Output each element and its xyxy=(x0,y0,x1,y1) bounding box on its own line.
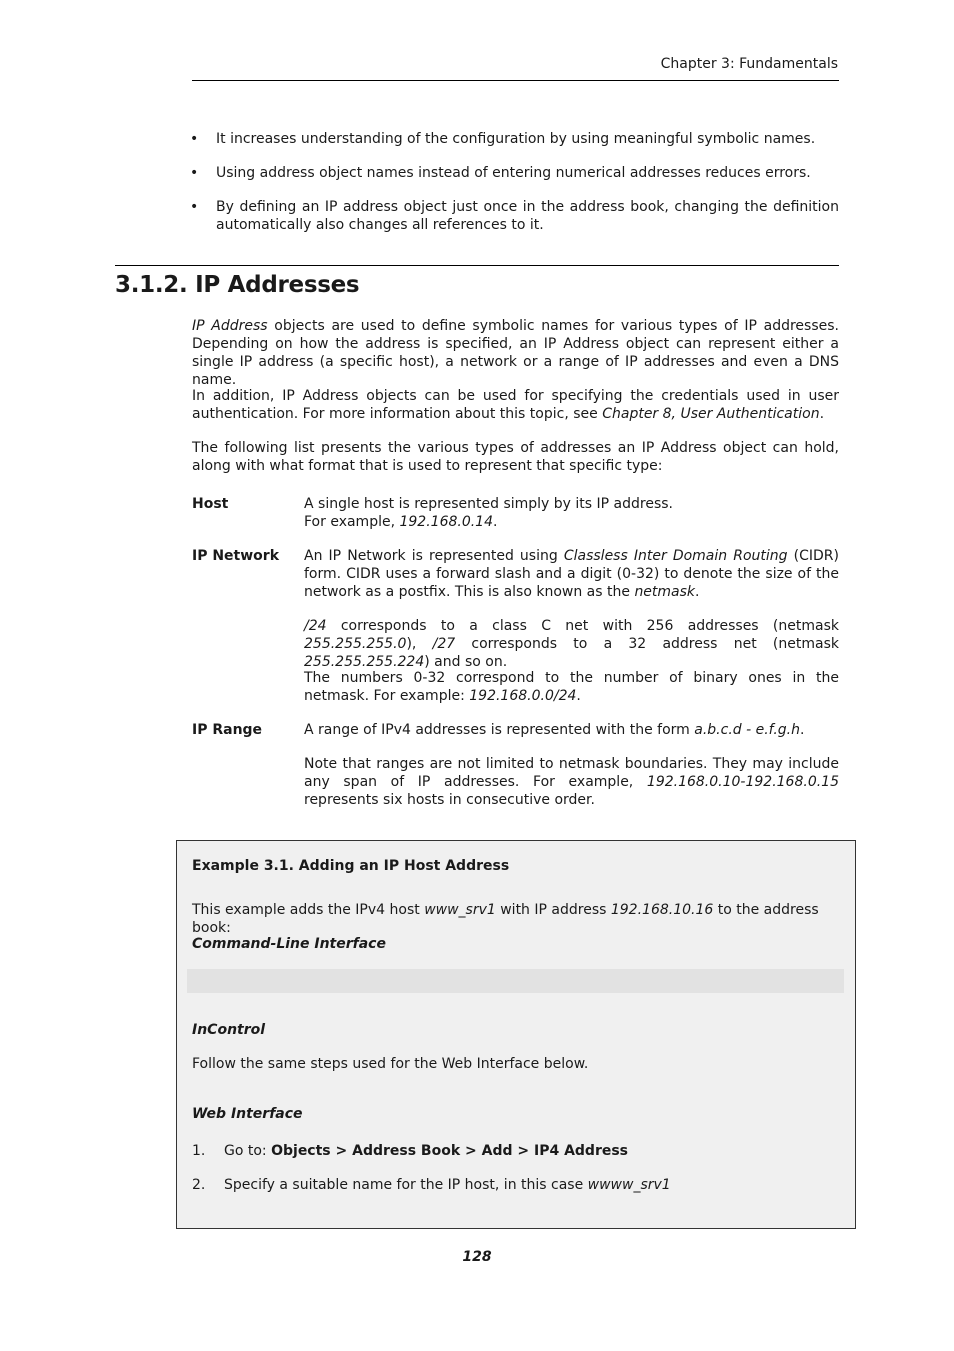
bullet-marker: • xyxy=(190,131,199,147)
section-divider xyxy=(115,265,839,266)
intro-paragraph-1: IP Address objects are used to define symbolic names for various types of IP addresses. Depending on how the address is specified, an IP Address object can represent either a single IP address (a specific host), a network or a range of IP addresses and even a DNS name. xyxy=(192,318,839,388)
running-header: Chapter 3: Fundamentals xyxy=(660,56,838,72)
term-ip-range: IP Range xyxy=(192,722,263,738)
bullet-marker: • xyxy=(190,165,199,181)
page-number: 128 xyxy=(462,1249,492,1265)
example-description: This example adds the IPv4 host www_srv1 with IP address 192.168.10.16 to the address book: xyxy=(192,902,819,936)
incontrol-text: Follow the same steps used for the Web Interface below. xyxy=(192,1056,589,1072)
step-2: Specify a suitable name for the IP host, in this case wwww_srv1 xyxy=(224,1177,671,1193)
def-ip-network-p2: /24 corresponds to a class C net with 256 addresses (netmask 255.255.255.0), /27 corresponds to a 32 address net (netmask 255.255.255.224) and so on. xyxy=(304,618,839,670)
intro-paragraph-3: The following list presents the various types of addresses an IP Address object can hold, along with what format that is used to represent that specific type: xyxy=(192,440,839,474)
menu-path: Objects > Address Book > Add > IP4 Address xyxy=(271,1143,629,1159)
cli-heading: Command-Line Interface xyxy=(192,936,386,952)
def-ip-range-p2: Note that ranges are not limited to netmask boundaries. They may include any span of IP addresses. For example, 192.168.0.10-192.168.0.15 represents six hosts in consecutive order. xyxy=(304,756,839,808)
section-title: 3.1.2. IP Addresses xyxy=(115,272,360,298)
term-host: Host xyxy=(192,496,229,512)
example-title: Example 3.1. Adding an IP Host Address xyxy=(192,858,510,874)
def-ip-network-p3: The numbers 0-32 correspond to the number of binary ones in the netmask. For example: 192.168.0.0/24. xyxy=(304,670,839,704)
header-divider xyxy=(192,80,839,81)
step-1: Go to: Objects > Address Book > Add > IP4 Address xyxy=(224,1143,629,1159)
intro-paragraph-2: In addition, IP Address objects can be used for specifying the credentials used in user authentication. For more information about this topic, see Chapter 8, User Authentication. xyxy=(192,388,839,422)
web-interface-heading: Web Interface xyxy=(192,1106,303,1122)
cli-code-block xyxy=(187,969,844,993)
term-ip-network: IP Network xyxy=(192,548,280,564)
incontrol-heading: InControl xyxy=(192,1022,266,1038)
def-ip-range-p1: A range of IPv4 addresses is represented with the form a.b.c.d - e.f.g.h. xyxy=(304,722,805,738)
bullet-item: Using address object names instead of entering numerical addresses reduces errors. xyxy=(216,165,811,181)
ip-address-term: IP Address xyxy=(192,318,268,334)
def-ip-network-p1: An IP Network is represented using Classless Inter Domain Routing (CIDR) form. CIDR uses a forward slash and a digit (0-32) to denote the size of the network as a postfix. This is also known as the netmask. xyxy=(304,548,839,600)
step-number: 2. xyxy=(192,1177,206,1193)
chapter-reference-link[interactable]: Chapter 8, User Authentication xyxy=(602,406,820,422)
bullet-item: It increases understanding of the configuration by using meaningful symbolic names. xyxy=(216,131,816,147)
bullet-marker: • xyxy=(190,199,199,215)
def-host: A single host is represented simply by its IP address. For example, 192.168.0.14. xyxy=(304,496,674,530)
bullet-item: By defining an IP address object just once in the address book, changing the definition automatically also changes all references to it. xyxy=(216,199,839,233)
step-number: 1. xyxy=(192,1143,206,1159)
example-box xyxy=(176,840,856,1229)
